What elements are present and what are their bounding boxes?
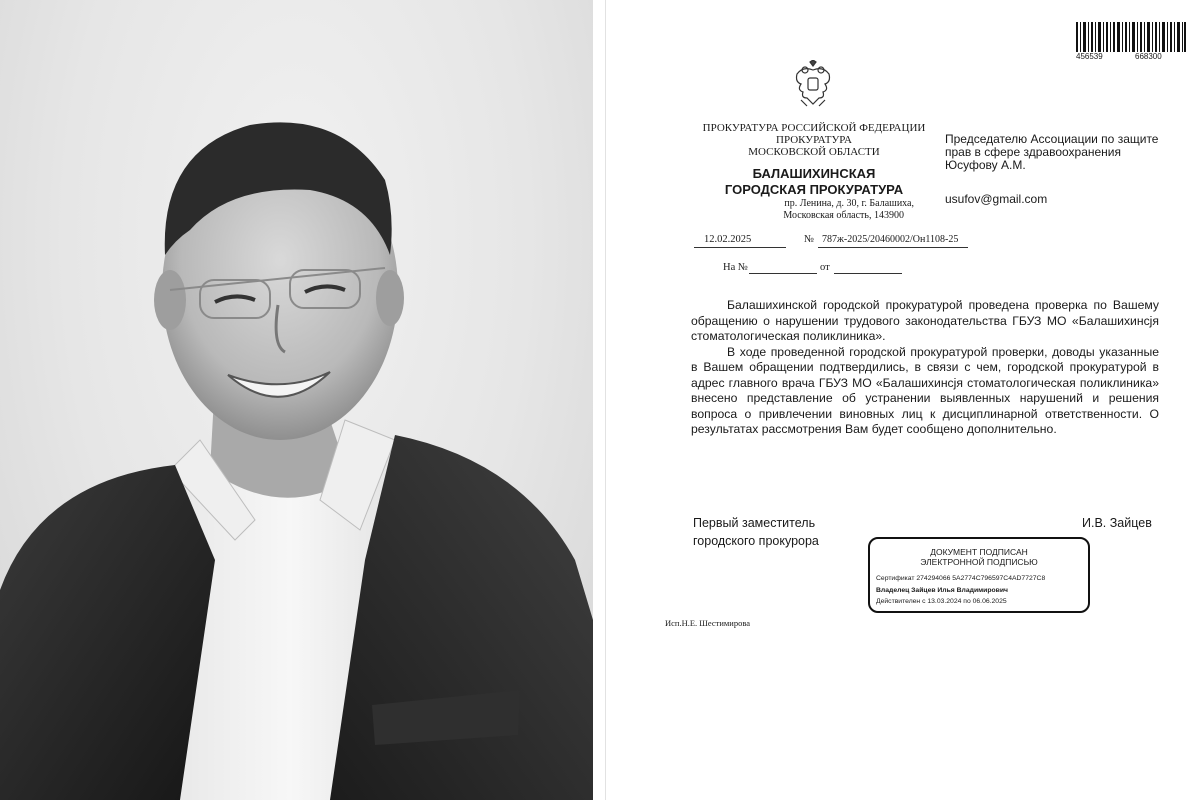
letter-body xyxy=(691,298,1159,438)
letter-number: 787ж-2025/20460002/Он1108-25 xyxy=(822,234,959,245)
stamp-heading-2: ЭЛЕКТРОННОЙ ПОДПИСЬЮ xyxy=(920,557,1038,567)
stamp-heading-1: ДОКУМЕНТ ПОДПИСАН xyxy=(930,547,1028,557)
org-line-3: МОСКОВСКОЙ ОБЛАСТИ xyxy=(748,146,880,158)
body-paragraph: В ходе проведенной городской прокуратурой проверки, доводы указанные в Вашем обращении подтвердились, в связи с чем, городской прокуратурой в адрес главного врача ГБУЗ МО «Балашихинсjя стоматологическая поликлиника» внесено представление об устранении выявленных нарушений и решения вопроса о привлечении виновных лиц к дисциплинарной ответственности. О результатах рассмотрения Вам будет сообщено дополнительно. xyxy=(691,344,1159,436)
recipient-email: usufov@gmail.com xyxy=(945,192,1048,206)
signatory-title-line-2: городского прокурора xyxy=(693,534,819,548)
electronic-signature-stamp xyxy=(868,537,1090,613)
reply-date-underline xyxy=(834,273,902,274)
reply-date-label: от xyxy=(820,262,830,273)
signatory-name: И.В. Зайцев xyxy=(1082,516,1152,530)
body-paragraph: Балашихинской городской прокуратурой проведена проверка по Вашему обращению о нарушении трудового законодательства ГБУЗ МО «Балашихинсjя стоматологическая поликлиника». xyxy=(691,298,1159,343)
stamp-validity: Действителен с 13.03.2024 по 06.06.2025 xyxy=(876,598,1007,605)
date-underline xyxy=(694,247,786,248)
reply-to-label: На № xyxy=(723,262,748,273)
number-label: № xyxy=(804,234,815,245)
letter-date: 12.02.2025 xyxy=(704,234,752,245)
org-line-1: ПРОКУРАТУРА РОССИЙСКОЙ ФЕДЕРАЦИИ xyxy=(702,122,926,134)
address-line-2: Московская область, 143900 xyxy=(783,210,904,221)
divider xyxy=(593,0,605,800)
barcode-number-right: 668300 xyxy=(1135,52,1162,61)
department-line-1: БАЛАШИХИНСКАЯ xyxy=(752,166,876,181)
executor-note: Исп.Н.Е. Шестимирова xyxy=(665,618,750,628)
portrait-illustration xyxy=(0,0,593,800)
stamp-owner: Владелец Зайцев Илья Владимирович xyxy=(876,587,1008,594)
coat-of-arms-icon xyxy=(793,60,833,108)
reply-to-underline xyxy=(749,273,817,274)
portrait-photo xyxy=(0,0,593,800)
address-line-1: пр. Ленина, д. 30, г. Балашиха, xyxy=(784,198,914,209)
number-underline xyxy=(818,247,968,248)
org-line-2: ПРОКУРАТУРА xyxy=(776,134,852,146)
prosecutor-letter xyxy=(605,0,1200,800)
stamp-certificate: Сертификат 274294066 5A2774C796597C4AD7727C8 xyxy=(876,575,1046,582)
barcode-number-left: 456539 xyxy=(1076,52,1103,61)
signatory-title-line-1: Первый заместитель xyxy=(693,516,816,530)
barcode xyxy=(1076,22,1186,52)
recipient: Председателю Ассоциации по защите прав в сфере здравоохранения Юсуфову А.М. xyxy=(945,132,1159,172)
department-line-2: ГОРОДСКАЯ ПРОКУРАТУРА xyxy=(724,182,904,197)
